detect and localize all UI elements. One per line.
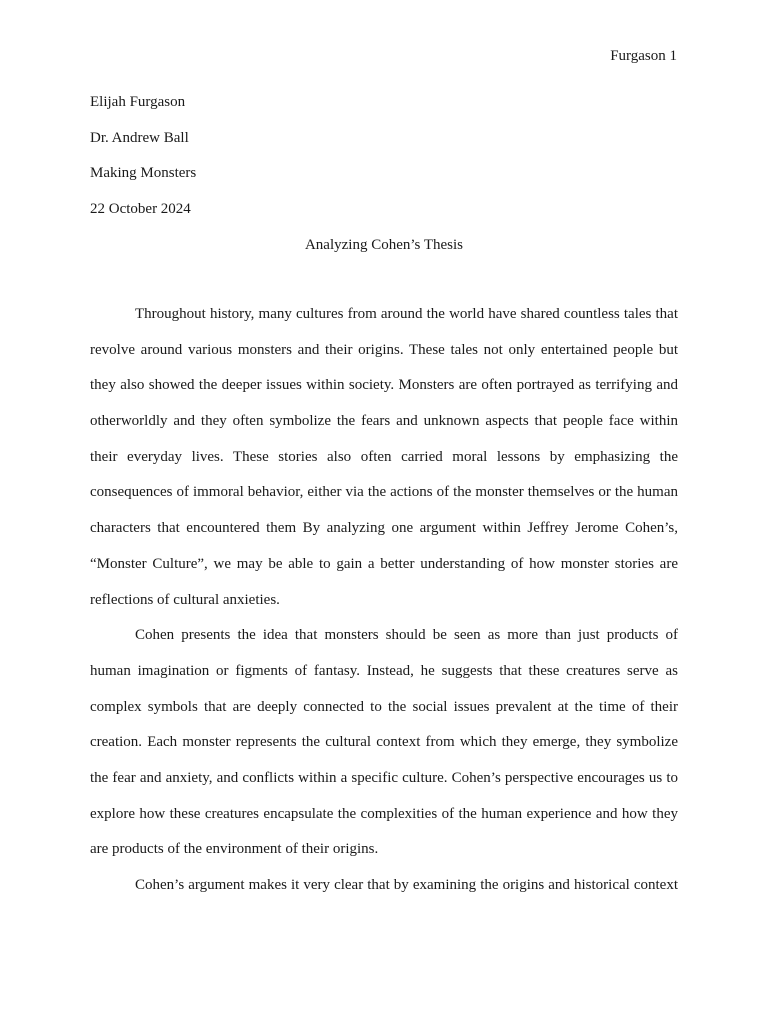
paragraph-line: complex symbols that are deeply connected to the social issues prevalent at the time of their [90,698,678,715]
paragraph-line: Cohen’s argument makes it very clear that by examining the origins and historical context [135,877,678,893]
mla-heading [90,93,678,236]
author-name: Elijah Furgason [90,94,186,110]
paragraph-line: creation. Each monster represents the cultural context from which they emerge, they symbolize [90,734,678,751]
date: 22 October 2024 [90,201,191,218]
paragraph-line: are products of the environment of their origins. [90,841,379,858]
paragraph-line: their everyday lives. These stories also often carried moral lessons by emphasizing the [90,448,678,465]
paragraph-line: characters that encountered them By analyzing one argument within Jeffrey Jerome Cohen’s, [90,520,678,537]
paragraph-line: reflections of cultural anxieties. [90,591,280,608]
paragraph-line: consequences of immoral behavior, either via the actions of the monster themselves or the human [90,484,678,501]
paragraph-line: “Monster Culture”, we may be able to gain a better understanding of how monster stories are [90,555,678,572]
paragraph-line: explore how these creatures encapsulate the complexities of the human experience and how they [90,805,678,822]
paragraph-line: revolve around various monsters and their origins. These tales not only entertained people but [90,341,678,358]
running-header: Furgason 1 [610,48,677,64]
paragraph-line: the fear and anxiety, and conflicts within a specific culture. Cohen’s perspective encourages us to [90,769,678,786]
essay-body [90,305,678,912]
paragraph-3 [90,876,678,912]
course-name: Making Monsters [90,165,197,182]
essay-title: Analyzing Cohen’s Thesis [304,237,464,253]
instructor-name: Dr. Andrew Ball [90,129,189,146]
paragraph-line: Cohen presents the idea that monsters should be seen as more than just products of [135,627,678,644]
paragraph-2 [90,626,678,876]
paragraph-line: human imagination or figments of fantasy. Instead, he suggests that these creatures serve as [90,662,678,679]
paragraph-line: otherworldly and they often symbolize the fears and unknown aspects that people face within [90,413,678,430]
paragraph-line: they also showed the deeper issues within society. Monsters are often portrayed as terrifying and [90,377,678,394]
paragraph-1 [90,305,678,626]
paragraph-line: Throughout history, many cultures from around the world have shared countless tales that [135,306,678,322]
